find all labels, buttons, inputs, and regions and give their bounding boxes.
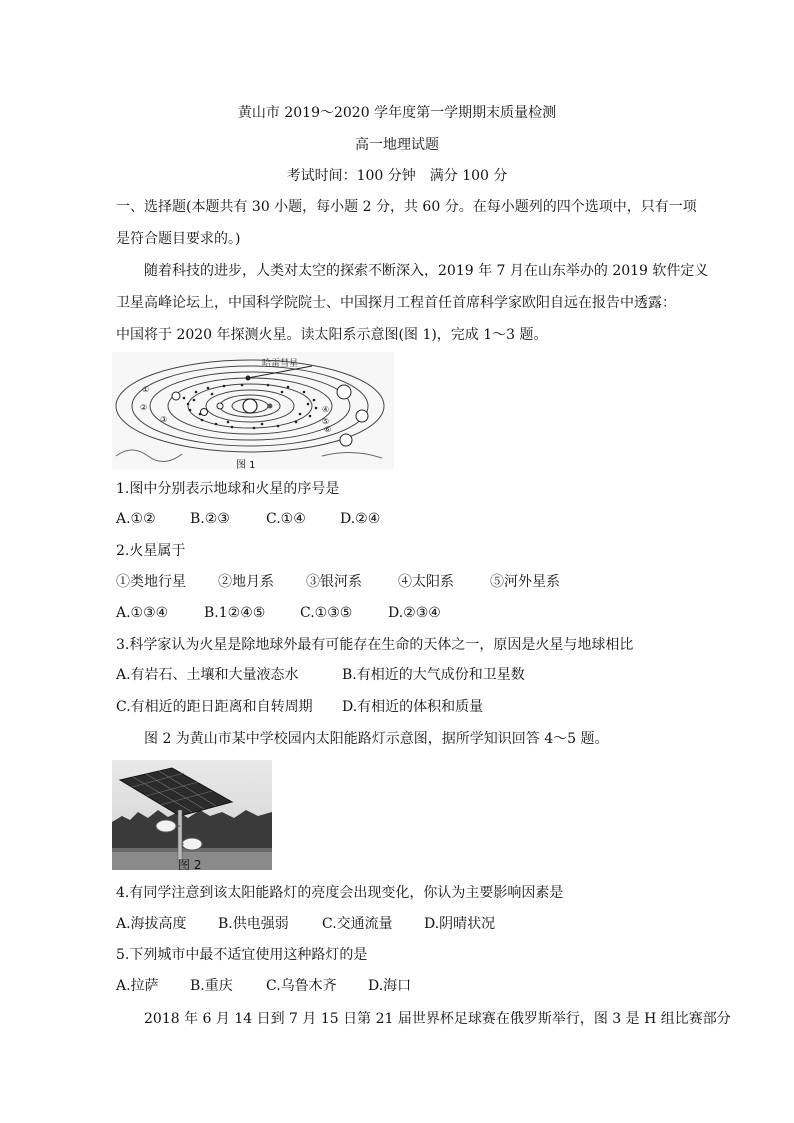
q5-stem: 5.下列城市中最不适宜使用这种路灯的是 [116, 947, 368, 963]
q2-item-4: ④太阳系 [398, 574, 454, 590]
exam-info: 考试时间：100 分钟 满分 100 分 [286, 168, 508, 184]
passage1-line3: 中国将于 2020 年探测火星。读太阳系示意图(图 1)，完成 1～3 题。 [116, 327, 548, 343]
q1-stem: 1.图中分别表示地球和火星的序号是 [116, 481, 340, 497]
q4-option-a: A.海拔高度 [116, 916, 187, 932]
document-subtitle: 高一地理试题 [355, 137, 439, 153]
q2-item-2: ②地月系 [218, 574, 274, 590]
passage1-line2: 卫星高峰论坛上，中国科学院院士、中国探月工程首任首席科学家欧阳自远在报告中透露： [116, 295, 676, 311]
passage3: 2018 年 6 月 14 日到 7 月 15 日第 21 届世界杯足球赛在俄罗斯举行，图 3 是 H 组比赛部分 [144, 1011, 731, 1027]
q2-item-3: ③银河系 [306, 574, 362, 590]
q2-stem: 2.火星属于 [116, 543, 186, 559]
q5-option-a: A.拉萨 [116, 978, 159, 994]
q4-option-d: D.阴晴状况 [424, 916, 496, 932]
comet-label: 哈雷彗星 [262, 359, 299, 369]
mark-4: ④ [322, 405, 330, 414]
q1-option-d: D.②④ [340, 511, 381, 527]
mark-3: ③ [160, 415, 168, 424]
sun-icon [243, 399, 257, 413]
q3-option-a: A.有岩石、土壤和大量液态水 [116, 667, 299, 683]
q5-option-b: B.重庆 [190, 978, 233, 994]
q1-option-a: A.①② [116, 511, 156, 527]
q4-option-c: C.交通流量 [322, 916, 393, 932]
q2-option-a: A.①③④ [116, 605, 169, 621]
comet-icon [246, 376, 251, 381]
passage2: 图 2 为黄山市某中学校园内太阳能路灯示意图，据所学知识回答 4～5 题。 [144, 731, 609, 747]
q2-option-d: D.②③④ [388, 605, 441, 621]
q3-option-c: C.有相近的距日距离和自转周期 [116, 699, 313, 715]
mark-6: ⑥ [324, 425, 332, 434]
section-heading-line2: 是符合题目要求的。) [116, 231, 241, 247]
mark-1: ① [142, 385, 150, 394]
q3-stem: 3.科学家认为火星是除地球外最有可能存在生命的天体之一，原因是火星与地球相比 [116, 637, 634, 653]
section-heading-line1: 一、选择题(本题共有 30 小题，每小题 2 分，共 60 分。在每小题列的四个选项中，只有一项 [116, 199, 697, 215]
q4-stem: 4.有同学注意到该太阳能路灯的亮度会出现变化，你认为主要影响因素是 [116, 885, 564, 901]
q2-item-5: ⑤河外星系 [490, 574, 560, 590]
figure2-solar-lamp [112, 760, 272, 870]
document-title: 黄山市 2019～2020 学年度第一学期期末质量检测 [237, 105, 557, 121]
solar-system-diagram [112, 352, 394, 470]
q3-option-d: D.有相近的体积和质量 [342, 699, 484, 715]
figure1-solar-system [112, 352, 394, 470]
q1-option-c: C.①④ [266, 511, 306, 527]
q1-option-b: B.②③ [190, 511, 230, 527]
q4-option-b: B.供电强弱 [218, 916, 289, 932]
solar-lamp-photo [112, 760, 272, 870]
q2-option-c: C.①③⑤ [300, 605, 353, 621]
q3-option-b: B.有相近的大气成份和卫星数 [342, 667, 525, 683]
q5-option-d: D.海口 [368, 978, 412, 994]
q5-option-c: C.乌鲁木齐 [266, 978, 337, 994]
mark-2: ② [140, 403, 148, 412]
mark-5: ⑤ [322, 417, 330, 426]
figure1-caption: 图 1 [236, 460, 256, 471]
passage1-line1: 随着科技的进步，人类对太空的探索不断深入，2019 年 7 月在山东举办的 2019 软件定义 [144, 263, 709, 279]
q2-option-b: B.1②④⑤ [204, 605, 266, 621]
q2-item-1: ①类地行星 [116, 574, 186, 590]
figure2-caption: 图 2 [178, 858, 202, 872]
